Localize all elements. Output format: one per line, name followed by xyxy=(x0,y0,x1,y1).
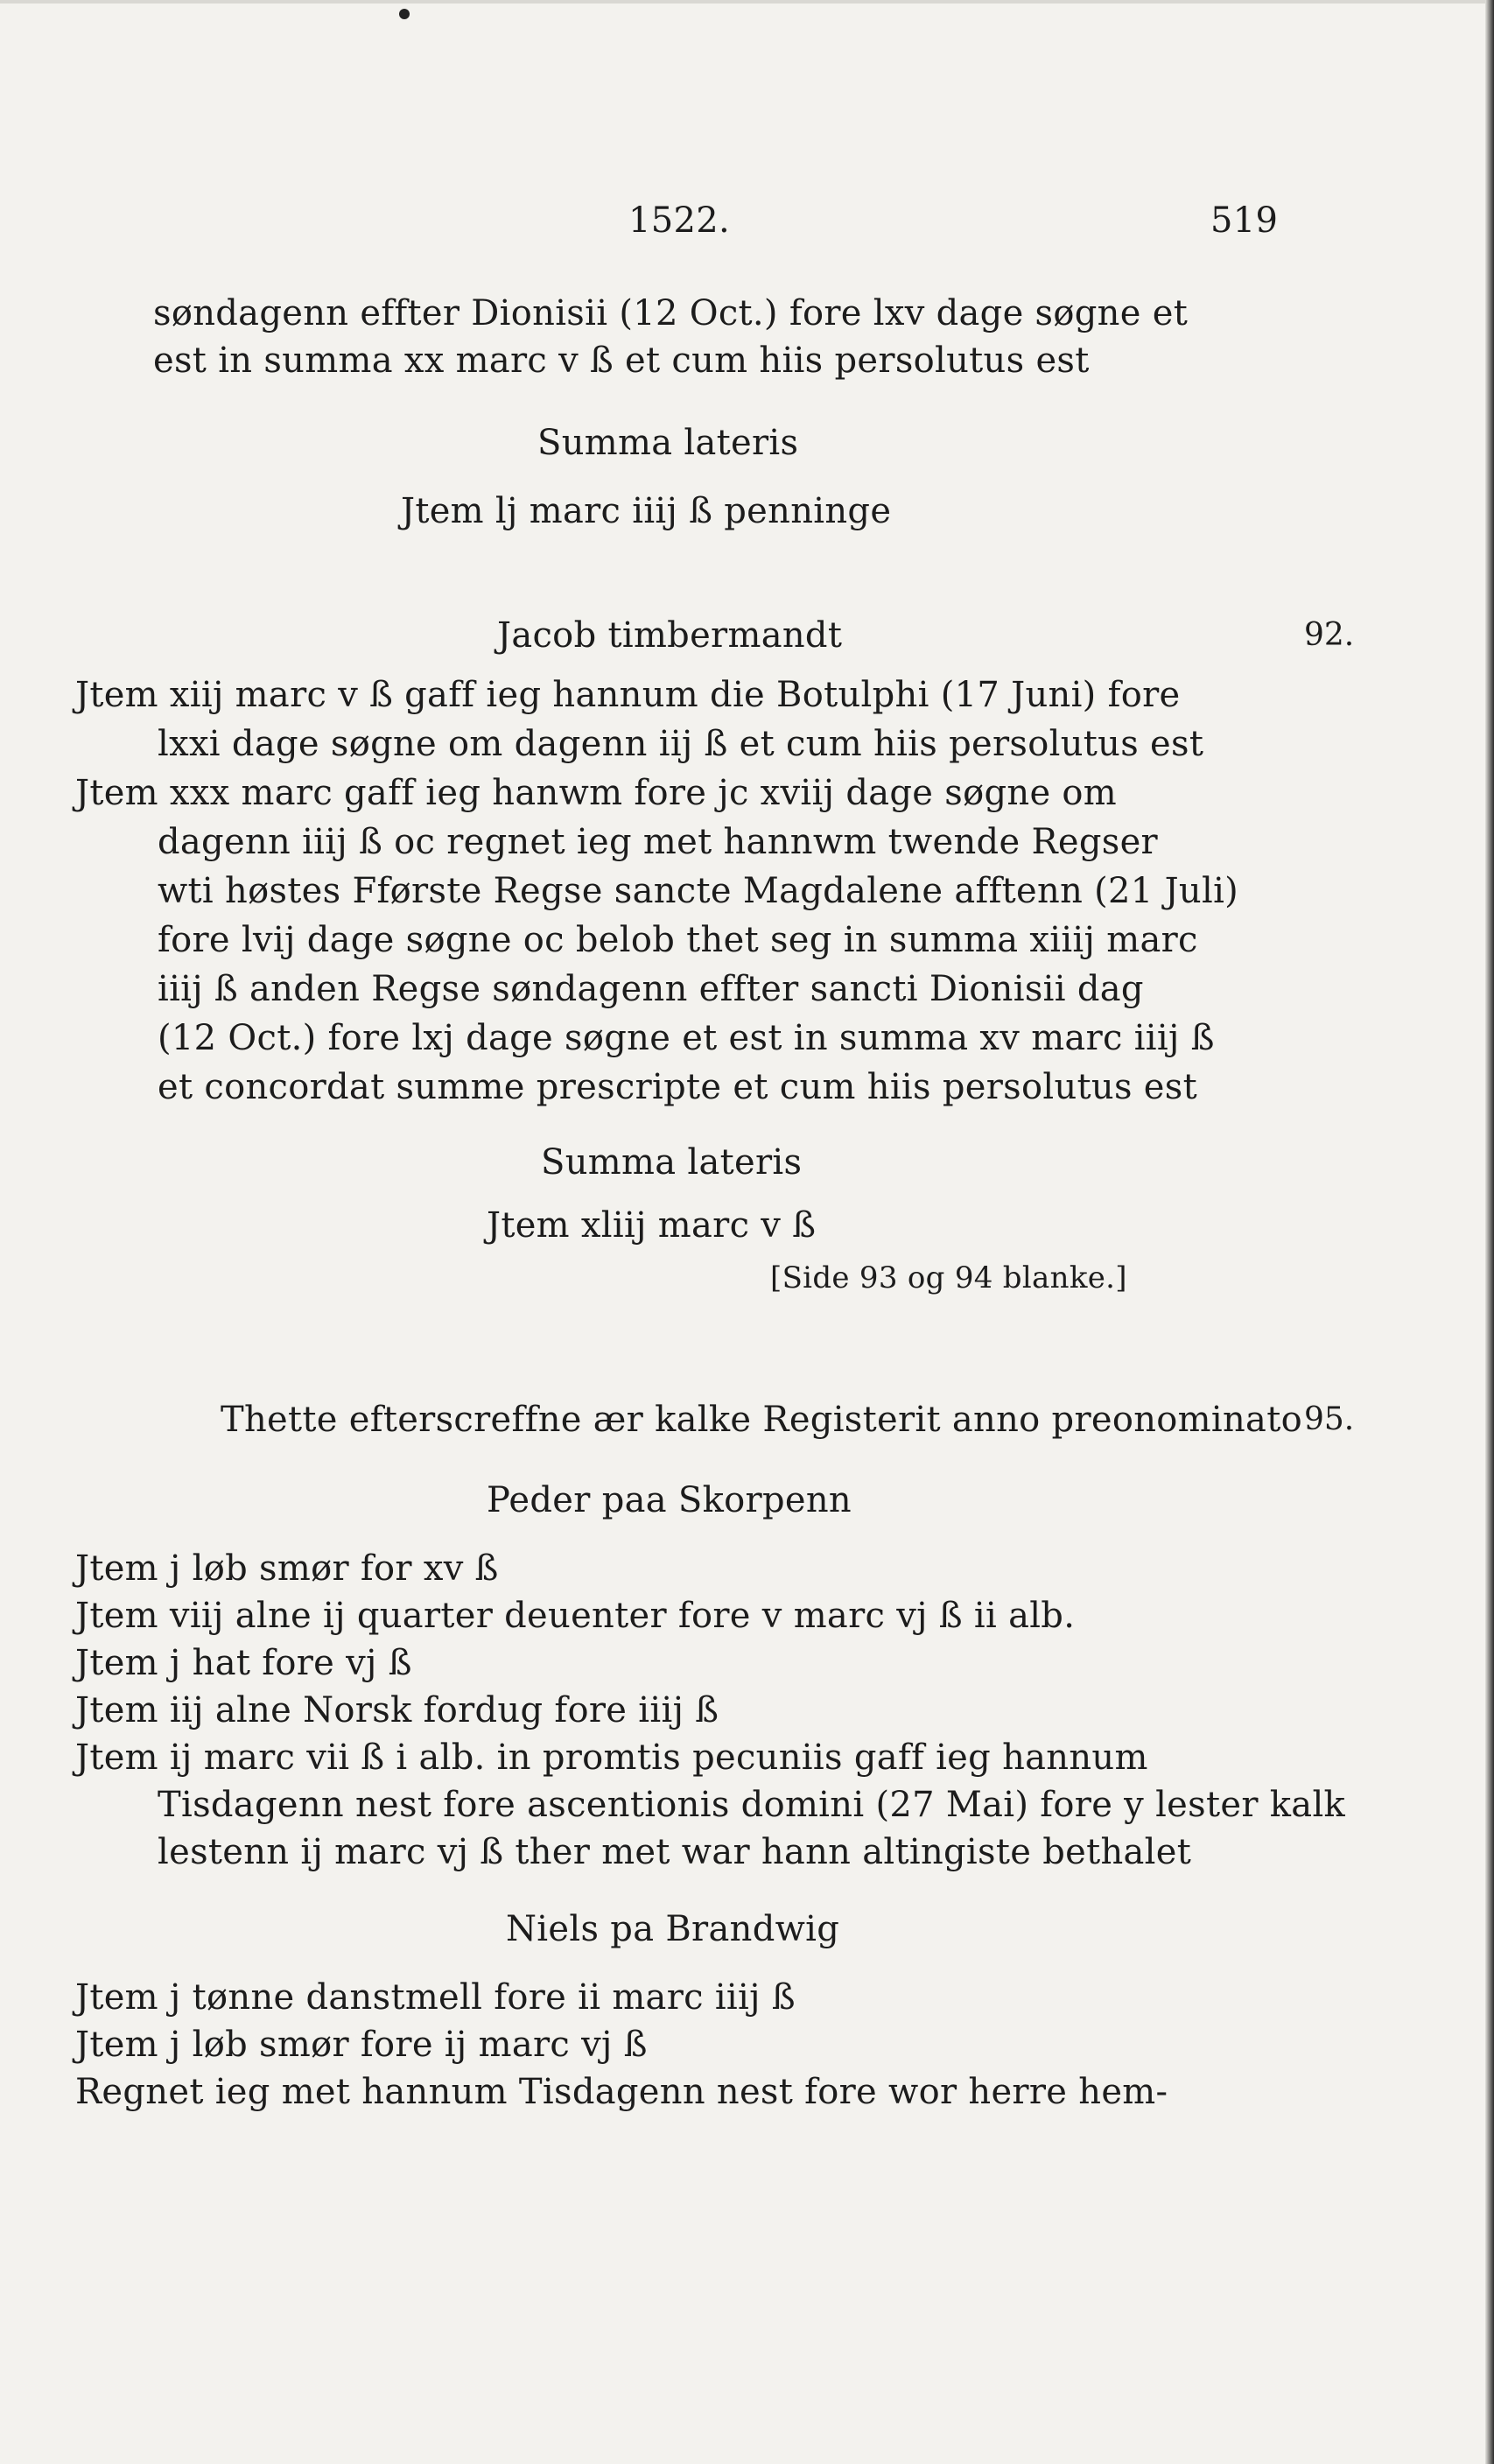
text-line: iiij ß anden Regse søndagenn effter sancti Dionisii dag xyxy=(158,969,1144,1009)
text-line: Jtem j hat fore vj ß xyxy=(75,1643,412,1683)
text-line: søndagenn effter Dionisii (12 Oct.) fore lxv dage søgne et xyxy=(153,293,1189,333)
text-line: Jtem xiij marc v ß gaff ieg hannum die Botulphi (17 Juni) fore xyxy=(75,675,1181,715)
page-right-edge xyxy=(1485,0,1494,2464)
section-heading: Jacob timbermandt xyxy=(497,615,843,656)
text-line: Jtem viij alne ij quarter deuenter fore v marc vj ß ii alb. xyxy=(75,1596,1076,1636)
summa-label: Summa lateris xyxy=(537,423,799,463)
editorial-note: [Side 93 og 94 blanke.] xyxy=(770,1260,1127,1295)
page-top-edge xyxy=(0,0,1494,4)
text-line: lxxi dage søgne om dagenn iij ß et cum hiis persolutus est xyxy=(158,724,1204,764)
text-line: (12 Oct.) fore lxj dage søgne et est in summa xv marc iiij ß xyxy=(158,1018,1215,1058)
text-line: est in summa xx marc v ß et cum hiis persolutus est xyxy=(153,340,1090,381)
margin-number: 92. xyxy=(1304,617,1355,653)
text-line: wti høstes Fførste Regse sancte Magdalene afftenn (21 Juli) xyxy=(158,871,1239,911)
section-heading: Niels pa Brandwig xyxy=(506,1909,840,1949)
text-line: Tisdagenn nest fore ascentionis domini (27 Mai) fore y lester kalk xyxy=(158,1785,1346,1825)
text-line: Jtem iij alne Norsk fordug fore iiij ß xyxy=(75,1690,719,1730)
text-line: Jtem j tønne danstmell fore ii marc iiij ß xyxy=(75,1977,796,2018)
margin-number: 95. xyxy=(1304,1401,1355,1437)
punch-hole-dot xyxy=(399,9,410,19)
summa-label: Summa lateris xyxy=(541,1142,803,1183)
header-page-number: 519 xyxy=(1210,200,1279,241)
text-line: fore lvij dage søgne oc belob thet seg in summa xiiij marc xyxy=(158,920,1198,960)
summa-value: Jtem xliij marc v ß xyxy=(487,1205,817,1246)
text-line: Jtem j løb smør for xv ß xyxy=(75,1548,499,1589)
section-heading: Peder paa Skorpenn xyxy=(487,1480,852,1520)
text-line: Jtem xxx marc gaff ieg hanwm fore jc xviij dage søgne om xyxy=(75,773,1118,813)
text-line: Regnet ieg met hannum Tisdagenn nest fore wor herre hem- xyxy=(75,2072,1168,2112)
intro-line: Thette efterscreffne ær kalke Registerit anno preonominato xyxy=(221,1400,1302,1440)
text-line: et concordat summe prescripte et cum hiis persolutus est xyxy=(158,1067,1197,1107)
summa-value: Jtem lj marc iiij ß penninge xyxy=(401,491,892,531)
text-line: Jtem ij marc vii ß i alb. in promtis pecuniis gaff ieg hannum xyxy=(75,1737,1148,1778)
text-line: lestenn ij marc vj ß ther met war hann altingiste bethalet xyxy=(158,1832,1192,1872)
text-line: dagenn iiij ß oc regnet ieg met hannwm twende Regser xyxy=(158,822,1158,862)
text-line: Jtem j løb smør fore ij marc vj ß xyxy=(75,2025,648,2065)
header-year: 1522. xyxy=(628,200,731,241)
